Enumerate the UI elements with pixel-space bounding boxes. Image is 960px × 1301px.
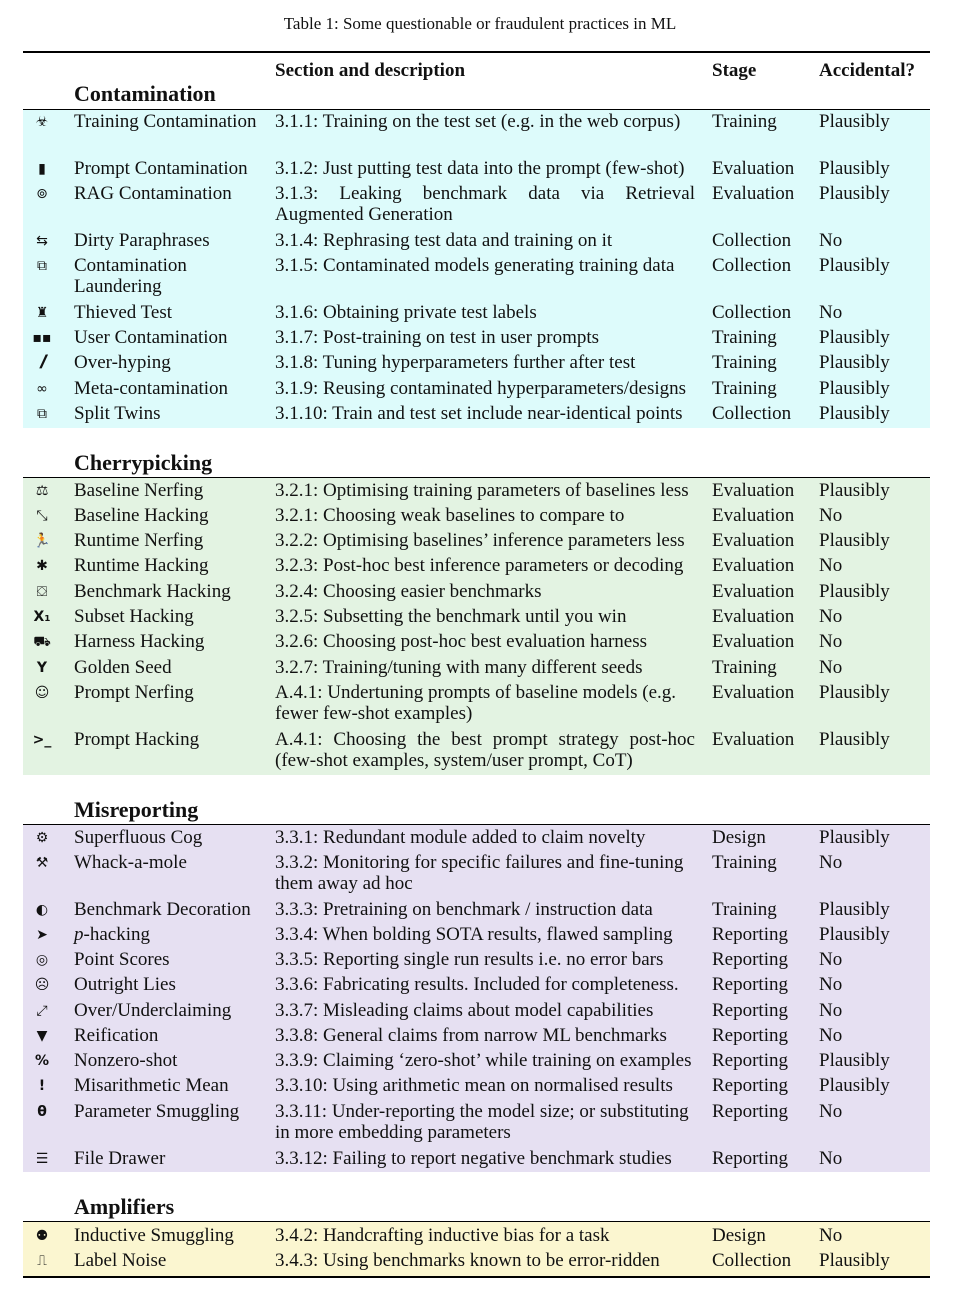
practice-name: User Contamination — [74, 327, 228, 348]
practice-accidental: No — [819, 1101, 843, 1122]
practice-name: Subset Hacking — [74, 606, 194, 627]
palette-icon: ◐ — [35, 902, 49, 918]
practice-description: 3.3.2: Monitoring for specific failures and fine-tuning them away ad hoc — [275, 852, 684, 894]
practice-description: 3.2.3: Post-hoc best inference parameters or decoding — [275, 555, 684, 576]
practice-stage: Evaluation — [712, 183, 795, 204]
practice-stage: Evaluation — [712, 631, 795, 652]
practice-accidental: No — [819, 1225, 843, 1246]
misreporting-section-title: Misreporting — [74, 797, 199, 822]
practice-accidental: Plausibly — [819, 327, 890, 348]
exclamation-icon: ! — [38, 1078, 46, 1094]
practice-name: Inductive Smuggling — [74, 1225, 234, 1246]
wave-icon: ⎍ — [37, 1253, 47, 1269]
practice-name: Harness Hacking — [74, 631, 205, 652]
practice-name: Nonzero-shot — [74, 1050, 178, 1071]
scale-icon: ⚖ — [35, 483, 49, 499]
practice-stage: Evaluation — [712, 555, 795, 576]
practice-description: 3.1.1: Training on the test set (e.g. in the web corpus) — [275, 111, 681, 132]
practice-stage: Evaluation — [712, 682, 795, 703]
retrieval-icon: ⊚ — [36, 186, 48, 202]
practice-stage: Design — [712, 1225, 766, 1246]
practice-name: Over-hyping — [74, 352, 171, 373]
practice-name: Reification — [74, 1025, 159, 1046]
fish-icon: ➤ — [36, 927, 48, 943]
practice-description: 3.1.4: Rephrasing test data and training on it — [275, 230, 613, 251]
practice-description: 3.3.6: Fabricating results. Included for completeness. — [275, 974, 679, 995]
practice-description: 3.3.10: Using arithmetic mean on normalised results — [275, 1075, 673, 1096]
practice-name: Benchmark Decoration — [74, 899, 251, 920]
practice-stage: Reporting — [712, 1148, 788, 1169]
practice-name: RAG Contamination — [74, 183, 232, 204]
practice-name: Point Scores — [74, 949, 170, 970]
practice-description: 3.1.7: Post-training on test in user prompts — [275, 327, 600, 348]
practice-accidental: Plausibly — [819, 899, 890, 920]
paste-icon: ▮ — [38, 161, 46, 177]
practice-accidental: No — [819, 1025, 843, 1046]
practice-description: 3.3.1: Redundant module added to claim novelty — [275, 827, 646, 848]
thief-icon: ♜ — [35, 305, 49, 321]
laundry-icon: ⧉ — [37, 258, 47, 274]
people-icon: ⚉ — [35, 1228, 49, 1244]
practice-stage: Evaluation — [712, 480, 795, 501]
practice-name: File Drawer — [74, 1148, 166, 1169]
practice-description: 3.2.5: Subsetting the benchmark until you win — [275, 606, 627, 627]
practice-accidental: Plausibly — [819, 530, 890, 551]
practice-name: Baseline Nerfing — [74, 480, 204, 501]
practice-name: Misarithmetic Mean — [74, 1075, 229, 1096]
practice-name: Prompt Nerfing — [74, 682, 194, 703]
practice-accidental: Plausibly — [819, 183, 890, 204]
practice-accidental: No — [819, 1000, 843, 1021]
practice-description: 3.3.4: When bolding SOTA results, flawed sampling — [275, 924, 673, 945]
biohazard-icon: ☣ — [35, 114, 49, 130]
practice-description: 3.1.6: Obtaining private test labels — [275, 302, 537, 323]
practice-stage: Collection — [712, 1250, 792, 1271]
practice-accidental: Plausibly — [819, 255, 890, 276]
practice-name: Benchmark Hacking — [74, 581, 231, 602]
practice-stage: Evaluation — [712, 158, 795, 179]
practice-stage: Training — [712, 111, 777, 132]
amplifiers-rule — [23, 1221, 930, 1222]
practice-description: 3.1.2: Just putting test data into the prompt (few-shot) — [275, 158, 685, 179]
practice-accidental: Plausibly — [819, 924, 890, 945]
practice-description: 3.1.9: Reusing contaminated hyperparameters/designs — [275, 378, 687, 399]
header-section: Section and description — [275, 60, 466, 81]
practice-stage: Evaluation — [712, 505, 795, 526]
practice-description: 3.2.4: Choosing easier benchmarks — [275, 581, 542, 602]
practice-stage: Evaluation — [712, 729, 795, 750]
practice-stage: Training — [712, 657, 777, 678]
practice-accidental: No — [819, 852, 843, 873]
cogs-icon: ⚙ — [35, 830, 49, 846]
practice-accidental: No — [819, 505, 843, 526]
practice-accidental: Plausibly — [819, 1250, 890, 1271]
practice-description: 3.4.3: Using benchmarks known to be error-ridden — [275, 1250, 660, 1271]
top-rule — [23, 51, 930, 53]
practice-description: 3.1.8: Tuning hyperparameters further after test — [275, 352, 636, 373]
practice-accidental: Plausibly — [819, 729, 890, 750]
practice-stage: Reporting — [712, 974, 788, 995]
practice-description: A.4.1: Choosing the best prompt strategy post-hoc (few-shot examples, system/user prompt, CoT) — [275, 729, 695, 771]
practice-stage: Reporting — [712, 1050, 788, 1071]
header-accidental: Accidental? — [819, 60, 916, 81]
cherrypicking-rule — [23, 477, 930, 478]
practice-description: 3.3.8: General claims from narrow ML benchmarks — [275, 1025, 667, 1046]
practice-stage: Collection — [712, 255, 792, 276]
practice-stage: Reporting — [712, 1025, 788, 1046]
compress-icon: ⤡ — [36, 508, 48, 524]
practice-name: Superfluous Cog — [74, 827, 203, 848]
practice-stage: Collection — [712, 403, 792, 424]
practice-accidental: Plausibly — [819, 1075, 890, 1096]
practice-description: 3.1.3: Leaking benchmark data via Retrieval Augmented Generation — [275, 183, 695, 225]
percent-icon: % — [34, 1053, 50, 1069]
practice-stage: Training — [712, 327, 777, 348]
practice-name: Runtime Hacking — [74, 555, 209, 576]
book-icon: ▪▪ — [32, 330, 52, 346]
practice-name: Thieved Test — [74, 302, 173, 323]
practice-stage: Reporting — [712, 1000, 788, 1021]
practice-accidental: No — [819, 974, 843, 995]
practice-description: 3.1.10: Train and test set include near-identical points — [275, 403, 683, 424]
practice-name: Label Noise — [74, 1250, 167, 1271]
practice-description: 3.1.5: Contaminated models generating training data — [275, 255, 675, 276]
clone-icon: ⧉ — [37, 406, 47, 422]
practice-accidental: Plausibly — [819, 111, 890, 132]
cart-icon: ⛟ — [33, 634, 51, 650]
seedling-icon: Y — [36, 660, 48, 676]
subscript-icon: X₁ — [33, 609, 51, 625]
terminal-icon: >_ — [32, 732, 52, 748]
contamination-rule — [23, 109, 930, 110]
practice-name: Baseline Hacking — [74, 505, 209, 526]
practice-accidental: No — [819, 949, 843, 970]
cherrypicking-section-title: Cherrypicking — [74, 450, 213, 475]
practice-description: 3.3.5: Reporting single run results i.e. no error bars — [275, 949, 664, 970]
practice-accidental: Plausibly — [819, 352, 890, 373]
practice-description: 3.3.12: Failing to report negative benchmark studies — [275, 1148, 672, 1169]
practice-stage: Training — [712, 378, 777, 399]
practice-name: Parameter Smuggling — [74, 1101, 240, 1122]
hammer-icon: ⚒ — [35, 855, 49, 871]
practice-description: 3.3.9: Claiming ‘zero-shot’ while training on examples — [275, 1050, 692, 1071]
practice-accidental: No — [819, 606, 843, 627]
practice-name: Meta-contamination — [74, 378, 229, 399]
practice-description: 3.2.1: Choosing weak baselines to compare to — [275, 505, 625, 526]
practice-stage: Evaluation — [712, 581, 795, 602]
expand-icon: ⤢ — [36, 1003, 48, 1019]
practice-stage: Evaluation — [712, 530, 795, 551]
practice-accidental: Plausibly — [819, 480, 890, 501]
practice-accidental: No — [819, 1148, 843, 1169]
practice-accidental: Plausibly — [819, 158, 890, 179]
practice-accidental: Plausibly — [819, 403, 890, 424]
practice-stage: Collection — [712, 302, 792, 323]
practice-name: Runtime Nerfing — [74, 530, 204, 551]
practice-description: 3.2.6: Choosing post-hoc best evaluation harness — [275, 631, 648, 652]
practice-accidental: No — [819, 555, 843, 576]
asterisk-icon: ✱ — [36, 558, 48, 574]
practice-stage: Evaluation — [712, 606, 795, 627]
practice-stage: Reporting — [712, 1101, 788, 1122]
practice-accidental: Plausibly — [819, 1050, 890, 1071]
practice-name: Prompt Contamination — [74, 158, 248, 179]
face-icon: ☹ — [34, 977, 50, 993]
amplifiers-section-title: Amplifiers — [74, 1194, 175, 1219]
drawer-icon: ☰ — [35, 1151, 49, 1167]
theta-icon: θ — [37, 1104, 47, 1120]
practice-description: 3.2.1: Optimising training parameters of baselines less — [275, 480, 689, 501]
practice-name: Prompt Hacking — [74, 729, 200, 750]
practice-accidental: No — [819, 302, 843, 323]
practice-name: Outright Lies — [74, 974, 176, 995]
practice-stage: Training — [712, 852, 777, 873]
practice-accidental: Plausibly — [819, 827, 890, 848]
table-caption: Table 1: Some questionable or fraudulent practices in ML — [283, 14, 677, 33]
ghost-icon: ▼ — [36, 1028, 48, 1044]
practice-accidental: No — [819, 657, 843, 678]
contamination-section-title: Contamination — [74, 81, 216, 106]
practice-name: Whack-a-mole — [74, 852, 187, 873]
practice-description: 3.2.2: Optimising baselines’ inference parameters less — [275, 530, 685, 551]
practice-stage: Training — [712, 899, 777, 920]
practice-name: Dirty Paraphrases — [74, 230, 210, 251]
running-icon: 🏃 — [33, 533, 51, 549]
header-stage: Stage — [712, 60, 757, 81]
practice-accidental: Plausibly — [819, 581, 890, 602]
shuffle-icon: ⇆ — [36, 233, 48, 249]
practice-description: 3.3.7: Misleading claims about model capabilities — [275, 1000, 654, 1021]
basket-icon: ⛋ — [36, 584, 48, 600]
practice-name: Training Contamination — [74, 111, 257, 132]
italic-icon: 𝐼 — [39, 352, 45, 373]
practice-description: 3.2.7: Training/tuning with many different seeds — [275, 657, 643, 678]
practice-stage: Training — [712, 352, 777, 373]
practice-description: 3.4.2: Handcrafting inductive bias for a task — [275, 1225, 610, 1246]
practice-description: A.4.1: Undertuning prompts of baseline models (e.g. fewer few-shot examples) — [275, 682, 677, 724]
practice-accidental: No — [819, 631, 843, 652]
practice-name: Contamination Laundering — [74, 255, 187, 297]
practice-stage: Reporting — [712, 949, 788, 970]
practice-accidental: Plausibly — [819, 682, 890, 703]
practice-name: Over/Underclaiming — [74, 1000, 232, 1021]
misreporting-rule — [23, 824, 930, 825]
practice-accidental: Plausibly — [819, 378, 890, 399]
practice-stage: Reporting — [712, 924, 788, 945]
bottom-rule — [23, 1276, 930, 1278]
practice-name: p-hacking — [74, 924, 150, 945]
practice-name: Golden Seed — [74, 657, 172, 678]
target-icon: ◎ — [35, 952, 49, 968]
practice-stage: Reporting — [712, 1075, 788, 1096]
head-side-icon: ☺ — [34, 685, 50, 701]
link-icon: ∞ — [36, 381, 48, 397]
practice-name: Split Twins — [74, 403, 161, 424]
practice-accidental: No — [819, 230, 843, 251]
practice-stage: Design — [712, 827, 766, 848]
practice-stage: Collection — [712, 230, 792, 251]
practice-description: 3.3.3: Pretraining on benchmark / instruction data — [275, 899, 653, 920]
practice-description: 3.3.11: Under-reporting the model size; or substituting in more embedding parameters — [275, 1101, 689, 1143]
